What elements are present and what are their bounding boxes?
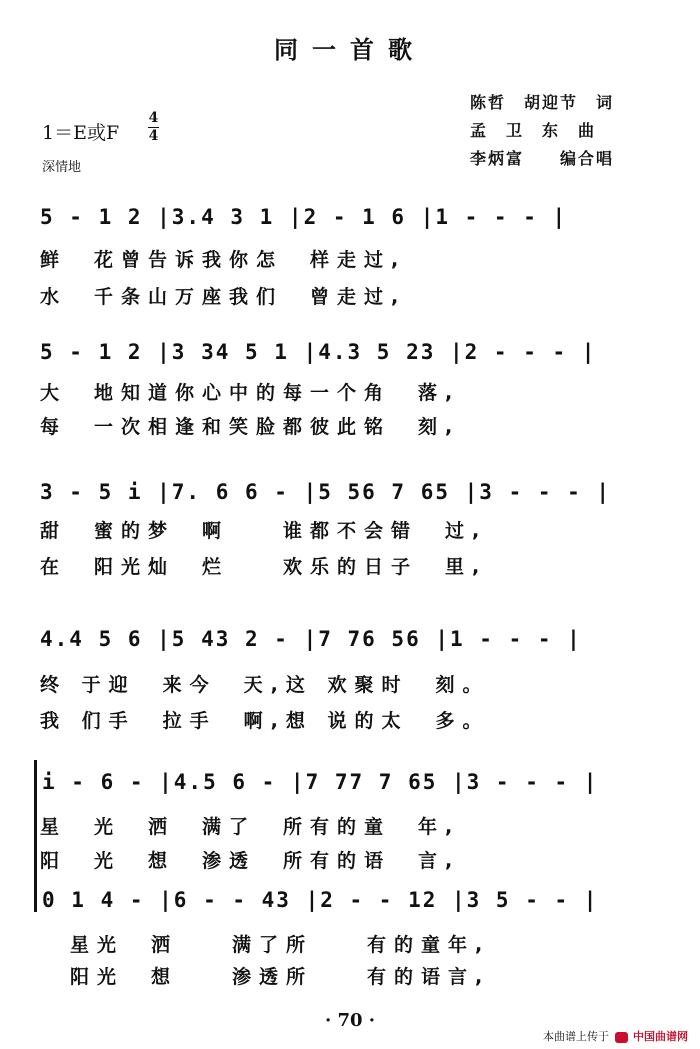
- choral-bracket: [34, 760, 37, 912]
- lyric-line-6a: 星光 洒 满了所 有的童年,: [70, 934, 491, 956]
- site-logo-icon: [615, 1032, 628, 1043]
- lyric-line-5b: 阳 光 想 渗透 所有的语 言,: [40, 850, 461, 872]
- notation-line-3: 3 - 5 i |7. 6 6 - |5 56 7 65 |3 - - - |: [40, 480, 612, 504]
- page-number: · 70 ·: [324, 1010, 376, 1031]
- lyric-line-2b: 每 一次相逢和笑脸都彼此铭 刻,: [40, 416, 461, 438]
- notation-line-1: 5 - 1 2 |3.4 3 1 |2 - 1 6 |1 - - - |: [40, 205, 568, 229]
- lyric-line-4b: 我 们手 拉手 啊,想 说的太 多。: [40, 710, 490, 732]
- song-title: 同一首歌: [274, 36, 426, 64]
- lyric-line-5a: 星 光 洒 满了 所有的童 年,: [40, 816, 461, 838]
- key-signature: 1＝E或F: [42, 122, 120, 144]
- lyric-line-3a: 甜 蜜的梦 啊 谁都不会错 过,: [40, 520, 488, 542]
- lyric-line-4a: 终 于迎 来今 天,这 欢聚时 刻。: [40, 674, 490, 696]
- lyric-line-1a: 鲜 花曾告诉我你怎 样走过,: [40, 249, 407, 271]
- lyric-line-6b: 阳光 想 渗透所 有的语言,: [70, 966, 491, 988]
- composer-credit: 孟 卫 东 曲: [470, 121, 597, 140]
- meter-bottom: 4: [148, 128, 159, 144]
- tempo-marking: 深情地: [42, 160, 82, 175]
- notation-line-6: 0 1 4 - |6 - - 43 |2 - - 12 |3 5 - - |: [42, 888, 599, 912]
- lyricist-credit: 陈哲 胡迎节 词: [470, 93, 615, 112]
- lyric-line-3b: 在 阳光灿 烂 欢乐的日子 里,: [40, 556, 488, 578]
- time-signature: [148, 110, 159, 145]
- meter-top: 4: [148, 110, 159, 126]
- footer-site: 中国曲谱网: [633, 1030, 688, 1043]
- lyric-line-2a: 大 地知道你心中的每一个角 落,: [40, 382, 461, 404]
- notation-line-2: 5 - 1 2 |3 34 5 1 |4.3 5 23 |2 - - - |: [40, 340, 597, 364]
- notation-line-4: 4.4 5 6 |5 43 2 - |7 76 56 |1 - - - |: [40, 627, 582, 651]
- arranger-credit: 李炳富 编合唱: [470, 149, 615, 168]
- footer-credit: [543, 1028, 688, 1044]
- footer-prefix: 本曲谱上传于: [543, 1030, 609, 1043]
- lyric-line-1b: 水 千条山万座我们 曾走过,: [40, 286, 407, 308]
- notation-line-5: i - 6 - |4.5 6 - |7 77 7 65 |3 - - - |: [42, 770, 599, 794]
